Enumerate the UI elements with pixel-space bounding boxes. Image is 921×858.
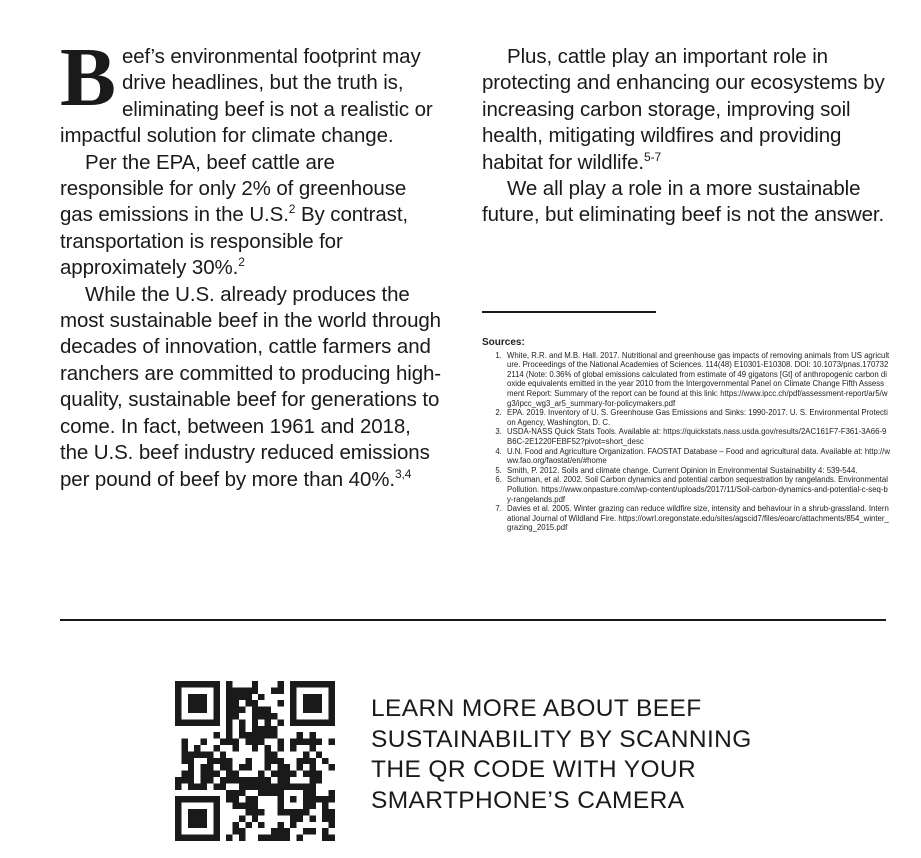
footnote-ref: 3,4 — [394, 466, 412, 481]
source-item: 1. White, R.R. and M.B. Hall. 2017. Nutritional and greenhouse gas impacts of removing animals from US agriculture. Proceedings of the National Academies of Sciences. 114(48) E10301-E10308. DOI: 10.1073/pnas.1707322114 (Note: 0.36% of global emissions calculated from estimate of 49 gigatons [Gt] of anthropogenic carbon dioxide equivalents emitted in the year 2010 from the Intergovernmental Panel on Climate Change Fifth Assessment Report: Summary of the report can be found at this link: https://www.ipcc.ch/pdf/assessment-report/ar5/wg3/ipcc_wg3_ar5_summary-for-policymakers.pdf — [504, 351, 890, 409]
conclusion-text: We all play a role in a more sustainable future, but eliminating beef is not the answer. — [482, 177, 885, 227]
source-item: 3. USDA-NASS Quick Stats Tools. Available at: https://quickstats.nass.usda.gov/results/2AC161F7-F361-3A66-9B6C-2E1220FEBF52?pivot=short_desc — [504, 427, 890, 446]
intro-text: eef’s environmental footprint may drive headlines, but the truth is, eliminating beef is not a realistic or impactful solution for climate change. — [60, 45, 433, 148]
footnote-ref: 5-7 — [643, 149, 662, 164]
article-right-column — [482, 44, 892, 229]
intro-paragraph — [60, 31, 444, 150]
sustainability-text: While the U.S. already produces the most sustainable beef in the world through decades of innovation, cattle farmers and ranchers are committed to producing high-quality, sustainable beef for generations to come. In fact, between 1961 and 2018, the U.S. beef industry reduced emissions per pound of beef by more than 40%. — [60, 282, 442, 491]
sources-list — [482, 351, 890, 533]
footnote-ref: 2 — [238, 255, 245, 270]
source-item: 2. EPA. 2019. Inventory of U. S. Greenhouse Gas Emissions and Sinks: 1990-2017. U. S. Environmental Protection Agency, Washington, D. C. — [504, 408, 890, 427]
source-item: 7. Davies et al. 2005. Winter grazing can reduce wildfire size, intensity and behaviour in a shrub-grassland. International Journal of Wildland Fire. https://owrl.oregonstate.edu/sites/agscid7/files/eoarc/attachments/854_winter_grazing_2015.pdf — [504, 504, 890, 533]
footnote-ref: 2 — [288, 202, 296, 217]
drop-cap: B — [60, 31, 116, 124]
qr-call-to-action — [371, 694, 811, 816]
epa-paragraph — [60, 150, 444, 282]
section-divider — [60, 619, 886, 621]
cta-line: THE QR CODE WITH YOUR — [371, 756, 697, 783]
source-item: 4. U.N. Food and Agriculture Organization. FAOSTAT Database – Food and agricultural data. Available at: http://www.fao.org/faostat/en/#home — [504, 447, 890, 466]
cta-line: SUSTAINABILITY BY SCANNING — [371, 725, 752, 753]
sustainability-paragraph — [60, 282, 444, 493]
sources-divider — [482, 311, 656, 313]
epa-text: Per the EPA, beef cattle are responsible for only 2% of greenhouse gas emissions in the U.S. — [60, 150, 407, 227]
epa-text-2: By contrast, transportation is responsible for approximately 30%. — [60, 203, 409, 280]
ecosystem-text: Plus, cattle play an important role in protecting and enhancing our ecosystems by increasing carbon storage, improving soil health, mitigating wildfires and providing habitat for wildlife. — [482, 45, 885, 174]
cta-line: SMARTPHONE’S CAMERA — [371, 786, 685, 814]
source-item: 5. Smith, P. 2012. Soils and climate change. Current Opinion in Environmental Sustainability 4: 539-544. — [504, 466, 890, 476]
article-left-column — [60, 31, 444, 493]
sources-section — [482, 338, 890, 533]
source-item: 6. Schuman, et al. 2002. Soil Carbon dynamics and potential carbon sequestration by rangelands. Environmental Pollution. https://www.onpasture.com/wp-content/uploads/2017/11/Soil-carbon-dynamics-and-potential-c-seq-by-rangelands.pdf — [504, 475, 890, 504]
cta-line: LEARN MORE ABOUT BEEF — [371, 695, 702, 722]
conclusion-paragraph — [482, 176, 892, 229]
sources-heading: Sources: — [482, 337, 525, 348]
ecosystem-paragraph — [482, 44, 892, 176]
qr-code-icon[interactable] — [175, 681, 335, 841]
